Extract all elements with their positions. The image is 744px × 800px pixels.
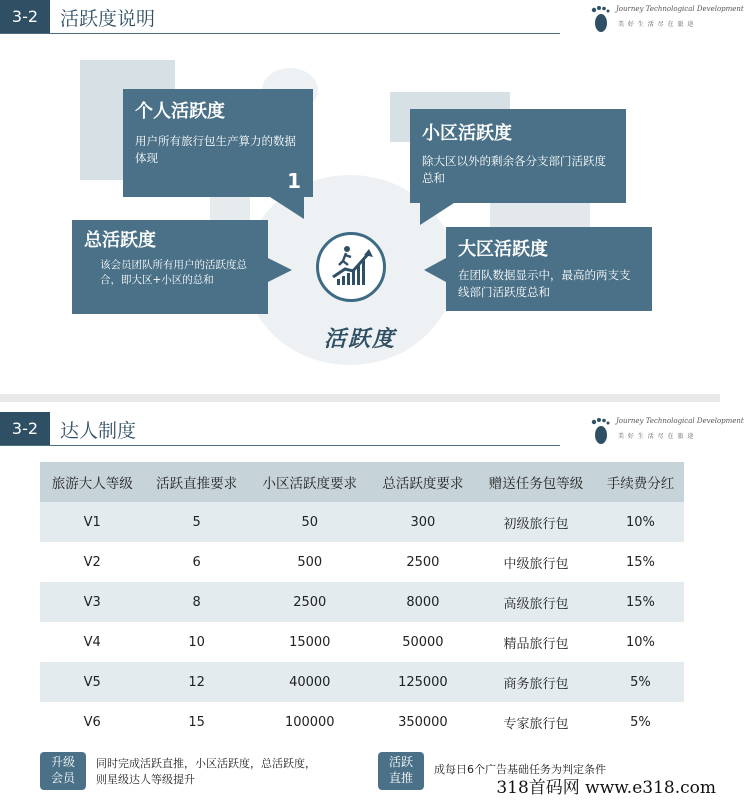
header-gift-package: 赠送任务包等级 xyxy=(475,462,597,502)
table-cell: 125000 xyxy=(371,662,475,702)
table-cell: 5 xyxy=(144,502,248,542)
table-cell: 中级旅行包 xyxy=(475,542,597,582)
table-cell: V4 xyxy=(40,622,144,662)
table-cell: 5% xyxy=(597,702,684,742)
personal-activity-card xyxy=(123,89,313,197)
personal-activity-title: 个人活跃度 xyxy=(135,101,225,122)
header-direct-push: 活跃直推要求 xyxy=(144,462,248,502)
table-cell: 10% xyxy=(597,622,684,662)
table-cell: 40000 xyxy=(249,662,371,702)
section-title: 达人制度 xyxy=(60,420,137,442)
badge-line: 活跃 xyxy=(388,755,413,769)
table-cell: 8000 xyxy=(371,582,475,622)
table-cell: 5% xyxy=(597,662,684,702)
total-activity-title: 总活跃度 xyxy=(84,230,156,251)
large-region-card xyxy=(446,227,652,311)
company-logo xyxy=(588,416,744,446)
active-push-note: 成每日6个广告基础任务为判定条件 xyxy=(434,763,606,776)
total-activity-pointer xyxy=(268,258,292,282)
watermark: 318首码网 www.e318.com xyxy=(496,778,716,798)
header-total-activity: 总活跃度要求 xyxy=(371,462,475,502)
header-fee-bonus: 手续费分红 xyxy=(597,462,684,502)
small-region-pointer xyxy=(420,203,454,225)
section-number: 3-2 xyxy=(0,0,50,34)
table-cell: 15% xyxy=(597,542,684,582)
section-title: 活跃度说明 xyxy=(60,8,156,30)
table-row xyxy=(40,702,684,742)
table-cell: 高级旅行包 xyxy=(475,582,597,622)
table-cell: 10 xyxy=(144,622,248,662)
running-growth-icon xyxy=(319,235,383,299)
table-row xyxy=(40,662,684,702)
personal-activity-desc: 用户所有旅行包生产算力的数据体现 xyxy=(135,134,296,165)
table-cell: 2500 xyxy=(249,582,371,622)
note-line: 则星级达人等级提升 xyxy=(96,773,195,786)
slide-header xyxy=(0,0,744,36)
logo-english-text: Journey Technological Development xyxy=(616,417,744,425)
expert-level-table xyxy=(40,462,684,742)
logo-chinese-text: 美 好 生 活 尽 在 旅 途 xyxy=(618,433,695,440)
center-growth-badge xyxy=(316,232,386,302)
logo-chinese-text: 美 好 生 活 尽 在 旅 途 xyxy=(618,21,695,28)
section-number: 3-2 xyxy=(0,412,50,446)
table-cell: 15000 xyxy=(249,622,371,662)
table-row xyxy=(40,622,684,662)
table-row xyxy=(40,502,684,542)
large-region-title: 大区活跃度 xyxy=(458,239,548,260)
footprint-icon xyxy=(588,416,614,446)
table-cell: 300 xyxy=(371,502,475,542)
active-push-badge xyxy=(378,752,424,790)
table-row xyxy=(40,542,684,582)
table-row xyxy=(40,582,684,622)
slide-header xyxy=(0,412,744,448)
header-rule xyxy=(0,33,560,34)
table-cell: 12 xyxy=(144,662,248,702)
table-cell: V6 xyxy=(40,702,144,742)
table-cell: 50000 xyxy=(371,622,475,662)
header-small-region: 小区活跃度要求 xyxy=(249,462,371,502)
table-cell: 2500 xyxy=(371,542,475,582)
table-cell: V2 xyxy=(40,542,144,582)
slide-activity-explanation xyxy=(0,0,744,394)
note-line: 同时完成活跃直推，小区活跃度，总活跃度， xyxy=(96,757,316,770)
upgrade-member-note xyxy=(96,756,316,788)
table-header-row xyxy=(40,462,684,502)
large-region-desc: 在团队数据显示中，最高的两支支线部门活跃度总和 xyxy=(458,268,631,299)
logo-english-text: Journey Technological Development xyxy=(616,5,744,13)
company-logo xyxy=(588,4,744,34)
upgrade-member-badge xyxy=(40,752,86,790)
header-level: 旅游大人等级 xyxy=(40,462,144,502)
badge-line: 会员 xyxy=(50,771,75,785)
personal-activity-number: 1 xyxy=(287,169,301,193)
table-cell: 初级旅行包 xyxy=(475,502,597,542)
small-region-card xyxy=(410,109,626,203)
total-activity-desc: 该会员团队所有用户的活跃度总合，即大区+小区的总和 xyxy=(100,259,247,286)
total-activity-card xyxy=(72,220,268,314)
table-cell: 商务旅行包 xyxy=(475,662,597,702)
slide-expert-system xyxy=(0,402,744,800)
center-label: 活跃度 xyxy=(324,326,397,352)
table-cell: V3 xyxy=(40,582,144,622)
table-cell: 15% xyxy=(597,582,684,622)
slide-separator xyxy=(0,394,720,402)
table-cell: 15 xyxy=(144,702,248,742)
table-cell: 50 xyxy=(249,502,371,542)
table-cell: V5 xyxy=(40,662,144,702)
table-cell: 8 xyxy=(144,582,248,622)
personal-card-pointer xyxy=(270,197,304,219)
badge-line: 升级 xyxy=(50,755,75,769)
table-cell: V1 xyxy=(40,502,144,542)
table-cell: 100000 xyxy=(249,702,371,742)
table-cell: 350000 xyxy=(371,702,475,742)
header-rule xyxy=(0,445,560,446)
badge-line: 直推 xyxy=(388,771,413,785)
table-cell: 500 xyxy=(249,542,371,582)
small-region-desc: 除大区以外的剩余各分支部门活跃度总和 xyxy=(422,154,606,185)
table-cell: 精品旅行包 xyxy=(475,622,597,662)
table-cell: 10% xyxy=(597,502,684,542)
table-cell: 专家旅行包 xyxy=(475,702,597,742)
small-region-title: 小区活跃度 xyxy=(422,123,512,144)
large-region-pointer xyxy=(424,258,446,282)
footprint-icon xyxy=(588,4,614,34)
table-cell: 6 xyxy=(144,542,248,582)
